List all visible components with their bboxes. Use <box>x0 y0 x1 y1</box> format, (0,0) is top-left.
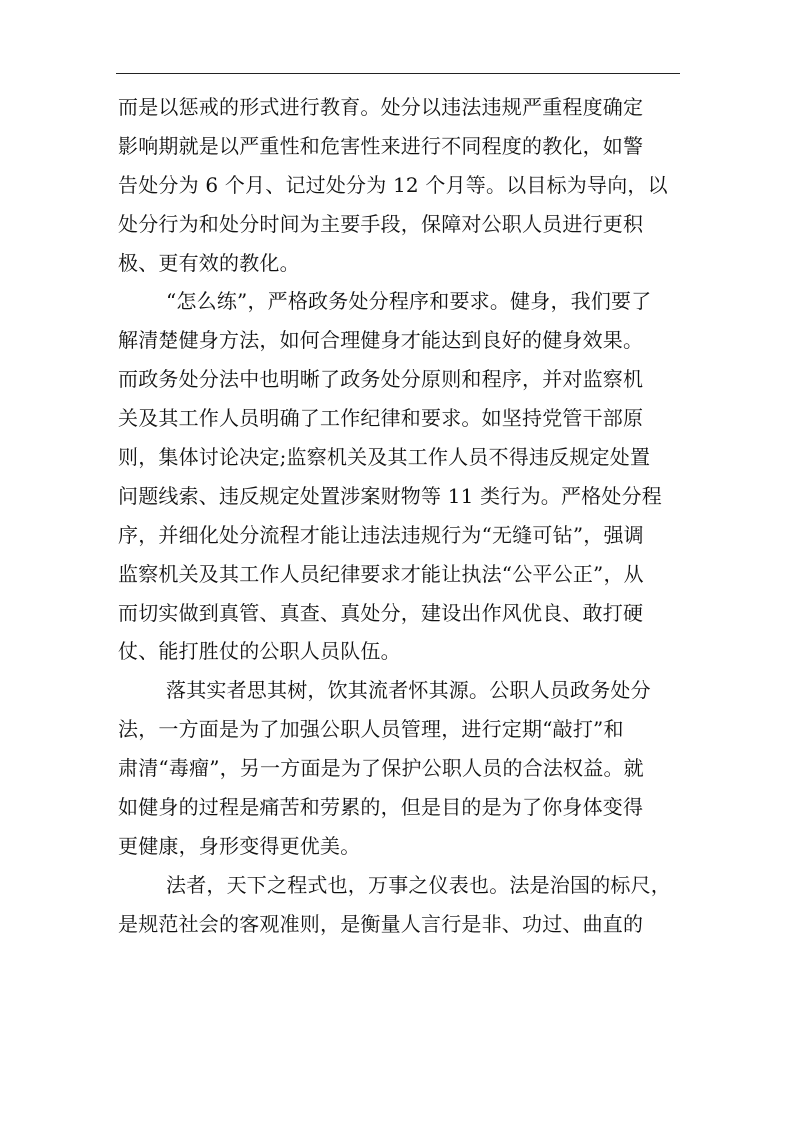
text-line: 而切实做到真管、真查、真处分，建设出作风优良、敢打硬 <box>118 600 644 625</box>
paragraph-4 <box>118 866 680 944</box>
text-line: 监察机关及其工作人员纪律要求才能让执法“公平公正”，从 <box>118 561 644 586</box>
text-line: 极、更有效的教化。 <box>118 250 300 275</box>
text-line: 关及其工作人员明确了工作纪律和要求。如坚持党管干部原 <box>118 406 644 431</box>
text-line: 法，一方面是为了加强公职人员管理，进行定期“敲打”和 <box>118 717 624 742</box>
text-line: 是规范社会的客观准则，是衡量人言行是非、功过、曲直的 <box>118 911 644 936</box>
header-rule <box>116 73 680 74</box>
text-line: 落其实者思其树，饮其流者怀其源。公职人员政务处分 <box>166 678 651 703</box>
text-line: 法者，天下之程式也，万事之仪表也。法是治国的标尺， <box>166 872 671 897</box>
text-line: 影响期就是以严重性和危害性来进行不同程度的教化，如警 <box>118 133 644 158</box>
text-line: 而是以惩戒的形式进行教育。处分以违法违规严重程度确定 <box>118 95 644 119</box>
paragraph-2 <box>118 282 680 671</box>
text-line: 如健身的过程是痛苦和劳累的，但是目的是为了你身体变得 <box>118 795 644 820</box>
body-text <box>118 88 680 944</box>
text-line: 处分行为和处分时间为主要手段，保障对公职人员进行更积 <box>118 211 644 236</box>
paragraph-1 <box>118 88 680 282</box>
text-line: 更健康，身形变得更优美。 <box>118 833 361 858</box>
text-line: “怎么练”，严格政务处分程序和要求。健身，我们要了 <box>166 289 652 314</box>
text-line: 告处分为 6 个月、记过处分为 12 个月等。以目标为导向，以 <box>118 172 668 197</box>
text-line: 而政务处分法中也明晰了政务处分原则和程序，并对监察机 <box>118 367 644 392</box>
text-line: 问题线索、违反规定处置涉案财物等 11 类行为。严格处分程 <box>118 483 662 508</box>
text-line: 肃清“毒瘤”，另一方面是为了保护公职人员的合法权益。就 <box>118 756 644 781</box>
text-line: 序，并细化处分流程才能让违法违规行为“无缝可钻”，强调 <box>118 522 644 547</box>
text-line: 则，集体讨论决定;监察机关及其工作人员不得违反规定处置 <box>118 445 651 470</box>
text-line: 仗、能打胜仗的公职人员队伍。 <box>118 639 401 664</box>
paragraph-3 <box>118 671 680 865</box>
text-line: 解清楚健身方法，如何合理健身才能达到良好的健身效果。 <box>118 328 644 353</box>
